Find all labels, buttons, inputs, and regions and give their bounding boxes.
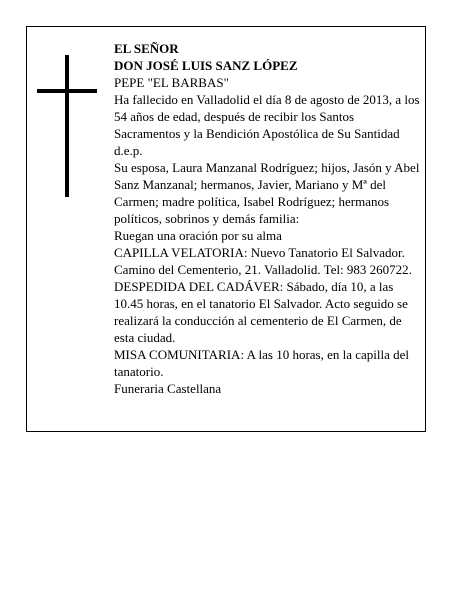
prayer-request: Ruegan una oración por su alma: [114, 228, 282, 243]
cross-vertical-bar: [65, 55, 69, 197]
mass-info: MISA COMUNITARIA: A las 10 horas, en la capilla del tanatorio.: [114, 347, 410, 379]
family-list: Su esposa, Laura Manzanal Rodríguez; hijos, Jasón y Abel Sanz Manzanal; hermanos, Javier, Mariano y Mª del Carmen; madre política, Isabel Rodríguez; hermanos políticos, sobrinos y demás familia:: [114, 160, 420, 226]
deceased-nickname: PEPE "EL BARBAS": [114, 75, 229, 90]
death-announcement: Ha fallecido en Valladolid el día 8 de agosto de 2013, a los 54 años de edad, después de recibir los Santos Sacramentos y la Bendición Apostólica de Su Santidad d.e.p.: [114, 92, 420, 158]
obituary-text: [114, 40, 420, 397]
deceased-name: DON JOSÉ LUIS SANZ LÓPEZ: [114, 58, 298, 73]
cross-horizontal-bar: [37, 89, 97, 93]
wake-chapel-info: CAPILLA VELATORIA: Nuevo Tanatorio El Salvador. Camino del Cementerio, 21. Valladolid. Tel: 983 260722.: [114, 245, 412, 277]
farewell-info: DESPEDIDA DEL CADÁVER: Sábado, día 10, a las 10.45 horas, en el tanatorio El Salvador. Acto seguido se realizará la conducción al cementerio de El Carmen, de esta ciudad.: [114, 279, 408, 345]
funeral-home: Funeraria Castellana: [114, 381, 222, 396]
title-line: EL SEÑOR: [114, 41, 179, 56]
cross-icon: [37, 55, 97, 197]
obituary-notice: [26, 26, 426, 432]
